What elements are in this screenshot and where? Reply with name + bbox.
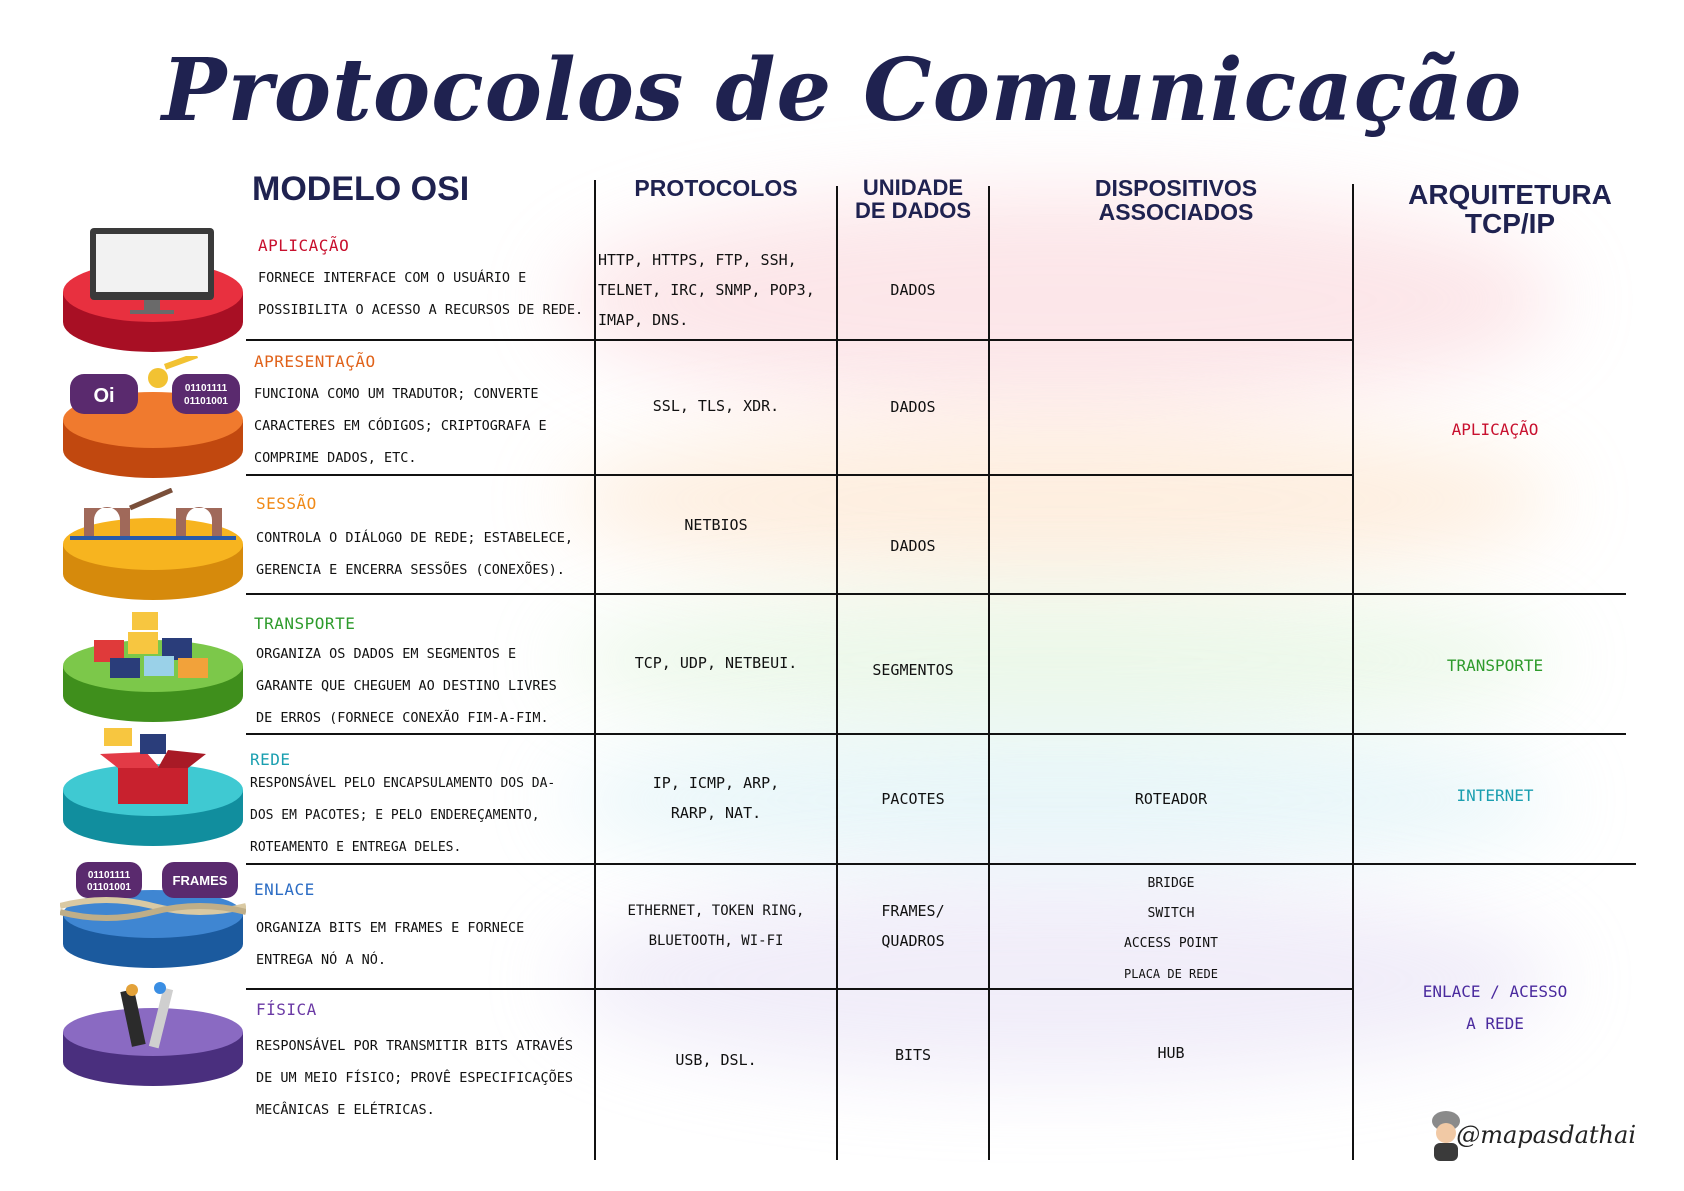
protocol-line: USB, DSL.: [675, 1051, 757, 1069]
protocol-line: TCP, UDP, NETBEUI.: [634, 654, 798, 672]
desc-line: ENTREGA NÓ A NÓ.: [256, 952, 387, 968]
tcpip-transporte: TRANSPORTE: [1446, 656, 1544, 675]
devices-enlace: [990, 870, 1352, 988]
tcpip-aplicacao: APLICAÇÃO: [1451, 420, 1539, 439]
protocol-line: BLUETOOTH, WI-FI: [648, 933, 784, 949]
binary-line1: 01101111: [184, 383, 228, 394]
frames-text: FRAMES: [172, 873, 228, 888]
layer-name-fisica: FÍSICA: [256, 1000, 317, 1019]
unit-line: DADOS: [890, 537, 936, 555]
tcpip-enlace-acesso: [1360, 976, 1630, 1040]
header-tcpip-line2: TCP/IP: [1464, 208, 1556, 240]
protocol-line: TELNET, IRC, SNMP, POP3,: [598, 281, 815, 299]
desc-line: FUNCIONA COMO UM TRADUTOR; CONVERTE: [254, 386, 539, 402]
protocol-line: ETHERNET, TOKEN RING,: [627, 903, 805, 919]
desc-line: DE ERROS (FORNECE CONEXÃO FIM-A-FIM.: [256, 710, 549, 726]
device-line: ROTEADOR: [1134, 790, 1208, 808]
device-line: SWITCH: [1147, 906, 1195, 921]
layer-desc-rede: [250, 768, 592, 864]
oi-text: Oi: [93, 385, 115, 407]
enlace-binary-line2: 01101001: [87, 882, 131, 893]
device-line: HUB: [1157, 1044, 1185, 1062]
unit-line: DADOS: [890, 398, 936, 416]
desc-line: ROTEAMENTO E ENTREGA DELES.: [250, 840, 462, 855]
unit-line: QUADROS: [881, 932, 945, 950]
header-unit-line2: DE DADOS: [854, 198, 972, 224]
desc-line: MECÂNICAS E ELÉTRICAS.: [256, 1102, 435, 1118]
protocols-apresentacao: [596, 341, 836, 471]
protocols-transporte: [596, 595, 836, 731]
desc-line: DOS EM PACOTES; E PELO ENDEREÇAMENTO,: [250, 808, 540, 823]
protocols-fisica: [596, 990, 836, 1130]
unit-aplicacao: [838, 240, 988, 340]
cable-icon: [60, 980, 246, 1090]
desc-line: FORNECE INTERFACE COM O USUÁRIO E: [258, 270, 527, 286]
layer-desc-fisica: [256, 1030, 592, 1126]
protocols-rede: [596, 735, 836, 861]
protocol-line: IMAP, DNS.: [598, 311, 689, 329]
page-title: Protocolos de Comunicação: [161, 40, 1523, 141]
devices-rede: [990, 735, 1352, 863]
device-line: PLACA DE REDE: [1124, 967, 1218, 981]
desc-line: CONTROLA O DIÁLOGO DE REDE; ESTABELECE,: [256, 530, 573, 546]
unit-apresentacao: [838, 341, 988, 473]
layer-desc-enlace: [256, 912, 592, 976]
chat-key-icon: [60, 356, 246, 480]
layer-name-enlace: ENLACE: [254, 880, 315, 899]
desc-line: CARACTERES EM CÓDIGOS; CRIPTOGRAFA E: [254, 418, 547, 434]
layer-name-sessao: SESSÃO: [256, 494, 317, 513]
header-tcpip-line1: ARQUITETURA: [1408, 179, 1612, 210]
layer-name-transporte: TRANSPORTE: [254, 614, 356, 633]
bridge-icon: [60, 488, 246, 602]
protocols-aplicacao: [598, 240, 836, 340]
monitor-icon: [60, 218, 246, 354]
desc-line: ORGANIZA BITS EM FRAMES E FORNECE: [256, 920, 525, 936]
layer-name-rede: REDE: [250, 750, 291, 769]
desc-line: ORGANIZA OS DADOS EM SEGMENTOS E: [256, 646, 517, 662]
grid-vline-4: [1352, 184, 1354, 1160]
desc-line: POSSIBILITA O ACESSO A RECURSOS DE REDE.: [258, 302, 584, 318]
layer-name-aplicacao: APLICAÇÃO: [258, 236, 350, 255]
layer-desc-transporte: [256, 638, 592, 734]
header-devices: [1000, 176, 1352, 224]
protocol-line: NETBIOS: [684, 516, 748, 534]
unit-line: PACOTES: [881, 790, 945, 808]
header-devices-line1: DISPOSITIVOS: [1094, 175, 1258, 201]
desc-line: DE UM MEIO FÍSICO; PROVÊ ESPECIFICAÇÕES: [256, 1070, 573, 1086]
header-protocols: PROTOCOLOS: [634, 175, 798, 201]
tcpip-enlace-line1: ENLACE / ACESSO: [1422, 982, 1568, 1001]
puzzle-icon: [60, 612, 246, 724]
header-devices-line2: ASSOCIADOS: [1098, 199, 1254, 226]
header-tcpip: [1360, 180, 1660, 239]
protocols-sessao: [596, 476, 836, 592]
tcpip-enlace-line2: A REDE: [1466, 1014, 1524, 1033]
credit-handle: @mapasdathai: [1456, 1121, 1636, 1149]
unit-line: SEGMENTOS: [872, 661, 954, 679]
protocol-line: IP, ICMP, ARP,: [652, 774, 780, 792]
enlace-binary-line1: 01101111: [87, 870, 131, 881]
layer-name-apresentacao: APRESENTAÇÃO: [254, 352, 376, 371]
devices-fisica: [990, 990, 1352, 1110]
desc-line: GERENCIA E ENCERRA SESSÕES (CONEXÕES).: [256, 562, 565, 578]
layer-desc-sessao: [256, 522, 592, 586]
protocol-line: RARP, NAT.: [670, 804, 762, 822]
device-line: BRIDGE: [1147, 876, 1195, 891]
header-unit-line1: UNIDADE: [862, 175, 964, 200]
unit-enlace: [838, 865, 988, 987]
protocol-line: SSL, TLS, XDR.: [652, 397, 780, 415]
tcpip-internet: INTERNET: [1456, 786, 1534, 805]
unit-line: DADOS: [890, 281, 936, 299]
header-osi: MODELO OSI: [252, 170, 470, 208]
layer-desc-aplicacao: [258, 262, 590, 326]
unit-transporte: [838, 595, 988, 745]
binary-line2: 01101001: [184, 396, 228, 407]
header-unit: [838, 176, 988, 222]
unit-line: BITS: [894, 1046, 932, 1064]
desc-line: COMPRIME DADOS, ETC.: [254, 450, 417, 466]
desc-line: RESPONSÁVEL POR TRANSMITIR BITS ATRAVÉS: [256, 1038, 573, 1054]
protocol-line: HTTP, HTTPS, FTP, SSH,: [598, 251, 797, 269]
protocols-enlace: [596, 865, 836, 987]
device-line: ACCESS POINT: [1124, 936, 1218, 951]
desc-line: RESPONSÁVEL PELO ENCAPSULAMENTO DOS DA-: [250, 776, 556, 791]
unit-line: FRAMES/: [881, 902, 945, 920]
box-icon: [60, 728, 246, 848]
rope-frames-icon: [60, 860, 246, 970]
unit-rede: [838, 735, 988, 863]
layer-desc-apresentacao: [254, 378, 590, 474]
unit-fisica: [838, 990, 988, 1120]
desc-line: GARANTE QUE CHEGUEM AO DESTINO LIVRES: [256, 678, 557, 694]
